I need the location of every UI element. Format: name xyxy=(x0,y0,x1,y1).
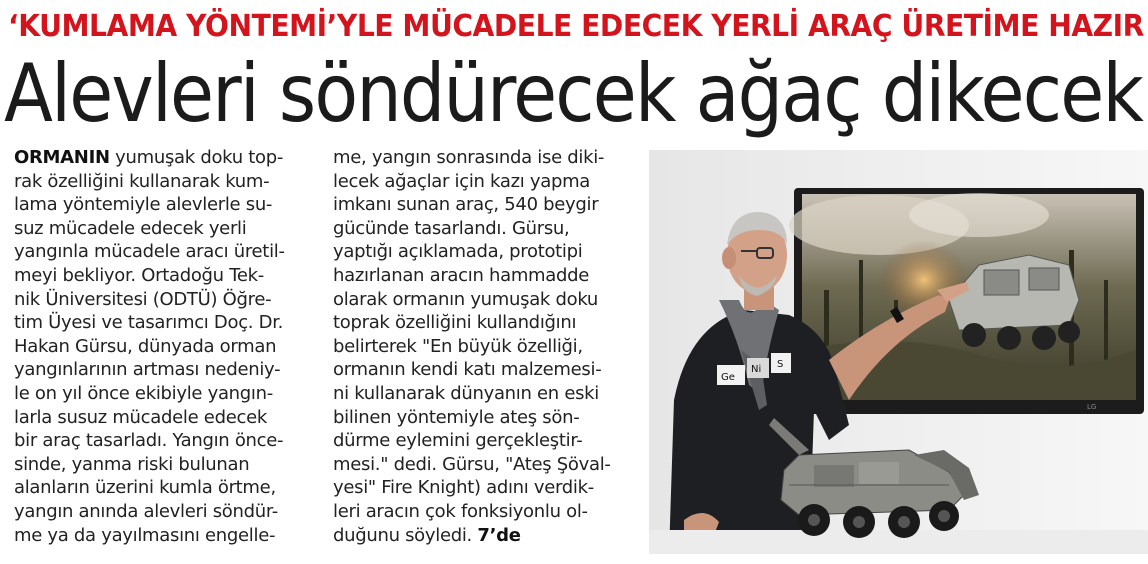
kicker-headline: ‘KUMLAMA YÖNTEMİ’YLE MÜCADELE EDECEK YERLİ ARAÇ ÜRETİME HAZIR xyxy=(8,9,1144,44)
text-line: ORMANIN yumuşak doku top- xyxy=(14,147,284,168)
svg-text:Ni: Ni xyxy=(751,364,762,375)
text-line: toprak özelliğini kullandığını xyxy=(333,312,577,334)
main-headline: Alevleri söndürecek ağaç dikecek xyxy=(4,47,1143,140)
text-line: yaptığı açıklamada, prototipi xyxy=(333,241,583,263)
text-line: me, yangın sonrasında ise diki- xyxy=(333,147,605,168)
text-line: rak özelliğini kullanarak kum- xyxy=(14,170,270,192)
text-line: gücünde tasarlandı. Gürsu, xyxy=(333,217,570,239)
article-column-2 xyxy=(333,146,633,547)
tv-brand-logo: LG xyxy=(1087,403,1097,411)
text-line: bir araç tasarladı. Yangın önce- xyxy=(14,430,284,452)
text-line: suz mücadele edecek yerli xyxy=(14,217,247,239)
svg-text:S: S xyxy=(777,359,784,370)
text-line: me ya da yayılmasını engelle- xyxy=(14,524,276,546)
text-line: ni kullanarak dünyanın en eski xyxy=(333,382,600,404)
text-line: dürme eylemini gerçekleştir- xyxy=(333,430,583,452)
text-line: hazırlanan aracın hammadde xyxy=(333,264,590,286)
text-line: yangınla mücadele aracı üretil- xyxy=(14,241,285,263)
text-line: tim Üyesi ve tasarımcı Doç. Dr. xyxy=(14,312,284,334)
text-line: imkanı sunan araç, 540 beygir xyxy=(333,194,599,216)
text-line: mesi." dedi. Gürsu, "Ateş Şöval- xyxy=(333,453,611,475)
page-reference: 7’de xyxy=(477,524,521,546)
text-line: lecek ağaçlar için kazı yapma xyxy=(333,170,591,192)
text-line: nik Üniversitesi (ODTÜ) Öğre- xyxy=(14,288,272,310)
text-line: bilinen yöntemiyle ateş sön- xyxy=(333,406,580,428)
article-photo xyxy=(649,150,1148,554)
text-line: alanların üzerini kumla örtme, xyxy=(14,477,276,499)
text-line: duğunu söyledi. 7’de xyxy=(333,524,521,546)
text-line: sinde, yanma riski bulunan xyxy=(14,453,250,475)
text-line: leri aracın çok fonksiyonlu ol- xyxy=(333,500,588,522)
text-line: belirterek "En büyük özelliği, xyxy=(333,335,583,357)
article-column-1 xyxy=(14,146,319,547)
text-line: yangın anında alevleri söndür- xyxy=(14,500,279,522)
text-line: yangınlarının artması nedeniy- xyxy=(14,359,281,381)
text-line: ormanın kendi katı malzemesi- xyxy=(333,359,602,381)
text-line: yesi" Fire Knight) adını verdik- xyxy=(333,477,594,499)
text-line: olarak ormanın yumuşak doku xyxy=(333,288,598,310)
text-line: le on yıl önce ekibiyle yangın- xyxy=(14,382,273,404)
svg-text:Ge: Ge xyxy=(721,372,735,383)
lead-word: ORMANIN xyxy=(14,147,110,168)
text-line: Hakan Gürsu, dünyada orman xyxy=(14,335,277,357)
text-line: larla susuz mücadele edecek xyxy=(14,406,267,428)
text-line: meyi bekliyor. Ortadoğu Tek- xyxy=(14,264,264,286)
text-line: lama yöntemiyle alevlerle su- xyxy=(14,194,273,216)
